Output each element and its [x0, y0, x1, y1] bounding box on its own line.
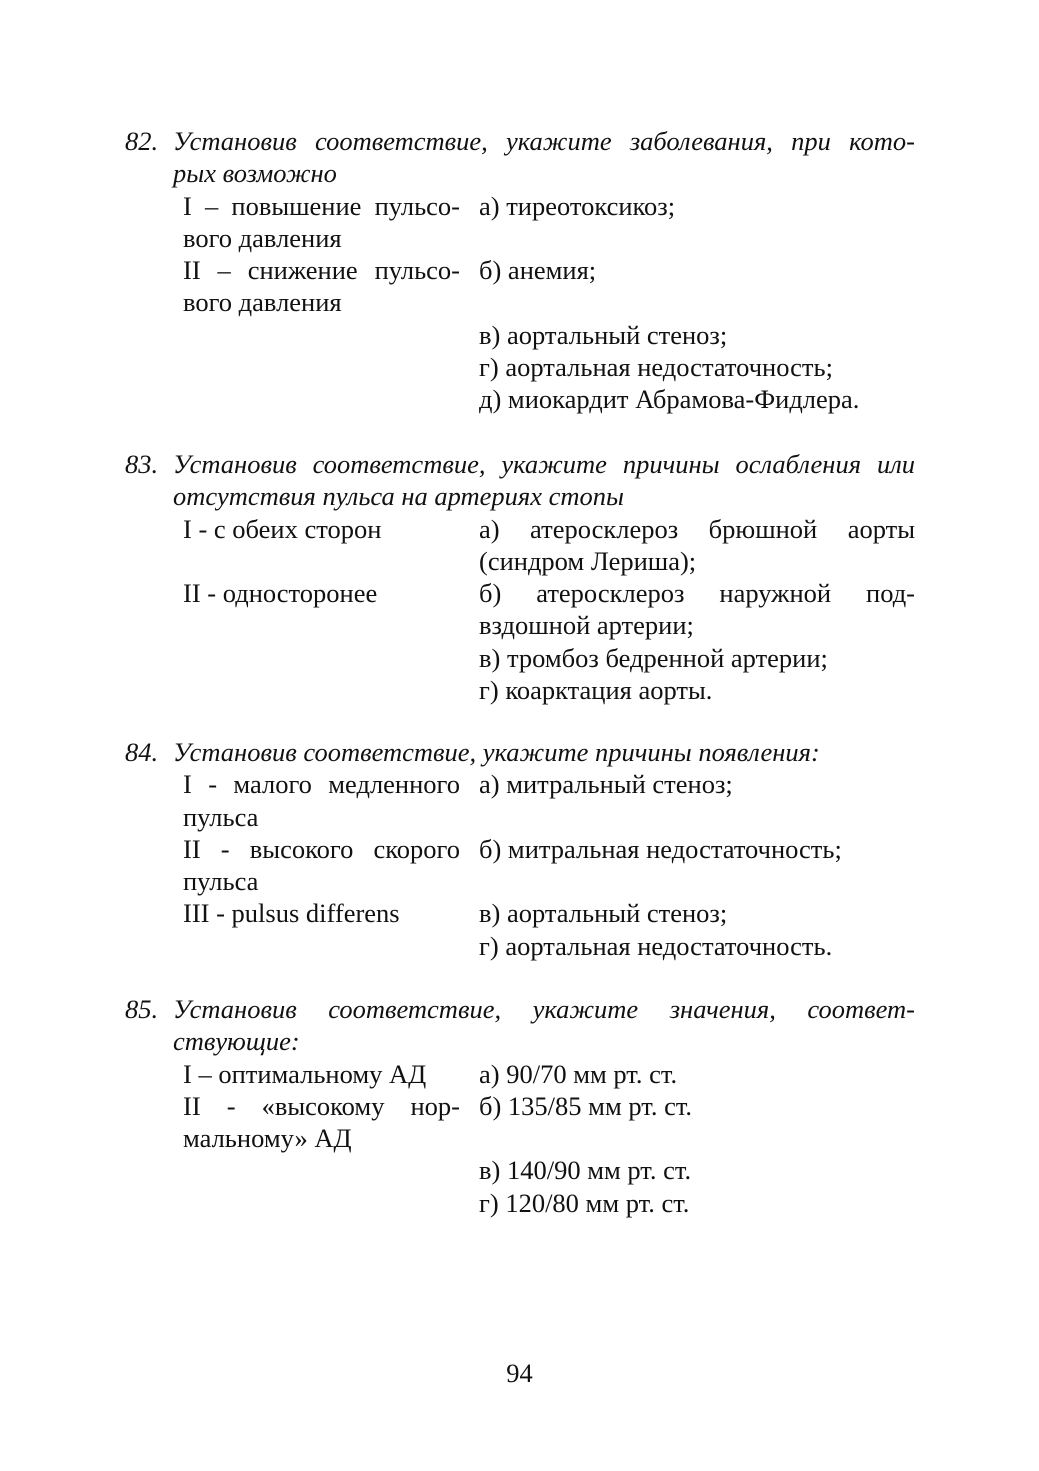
right-option: б) анемия;: [479, 255, 597, 286]
left-item: I – оптимальному АД: [183, 1058, 427, 1089]
question-82: [125, 125, 915, 416]
question-number: 82.: [125, 126, 159, 156]
question-header: [125, 993, 915, 1058]
match-row: [183, 254, 915, 319]
left-item: II - односторонее: [183, 578, 378, 609]
question-title: [173, 736, 915, 768]
left-item: I - с обеих сторон: [183, 513, 382, 544]
right-option: в) 140/90 мм рт. ст.: [479, 1155, 692, 1186]
left-item: I – повышение пульсо- вого давления: [183, 190, 460, 253]
match-row: [183, 383, 915, 415]
match-row: [183, 1090, 915, 1155]
question-title-line: отсутствия пульса на артериях стопы: [173, 481, 624, 512]
match-row: [183, 642, 915, 674]
right-option: г) аортальная недостаточность;: [479, 352, 833, 383]
left-item: II - «высокому нор- мальному» АД: [183, 1090, 460, 1154]
question-number: 85.: [125, 994, 159, 1024]
question-title-line: Установив соответствие, укажите значения, соответ-: [173, 994, 915, 1024]
match-row: [183, 1058, 915, 1090]
match-row: [183, 319, 915, 351]
right-option: б) атеросклероз наружной под- вздошной артерии;: [479, 578, 915, 641]
left-item: II - высокого скорого пульса: [183, 833, 460, 897]
right-option: в) тромбоз бедренной артерии;: [479, 642, 828, 673]
question-title-line: Установив соответствие, укажите заболевания, при кото-: [173, 126, 915, 156]
question-85: [125, 993, 915, 1219]
question-title-line: Установив соответствие, укажите причины появления:: [173, 737, 820, 767]
question-header: [125, 736, 915, 768]
right-option: д) миокардит Абрамова-Фидлера.: [479, 384, 860, 415]
right-option: г) коарктация аорты.: [479, 675, 713, 706]
right-option: в) аортальный стеноз;: [479, 898, 728, 929]
match-row: [183, 833, 915, 898]
right-option: а) атеросклероз брюшной аорты (синдром Лериша);: [479, 513, 915, 576]
match-row: [183, 1154, 915, 1186]
right-option: г) 120/80 мм рт. ст.: [479, 1187, 690, 1218]
question-title: [173, 448, 915, 513]
right-option: б) митральная недостаточность;: [479, 833, 842, 864]
left-item: II – снижение пульсо- вого давления: [183, 255, 460, 318]
match-row: [183, 897, 915, 929]
right-option: а) тиреотоксикоз;: [479, 190, 676, 221]
question-number: 83.: [125, 449, 159, 479]
question-header: [125, 448, 915, 513]
match-row: [183, 513, 915, 578]
question-title-line: ствующие:: [173, 1026, 300, 1057]
left-item: III - pulsus differens: [183, 898, 400, 929]
match-row: [183, 190, 915, 255]
match-row: [183, 577, 915, 642]
match-row: [183, 674, 915, 706]
page-number: 94: [506, 1358, 533, 1388]
match-row: [183, 930, 915, 962]
question-title: [173, 125, 915, 190]
question-title-line: рых возможно: [173, 158, 337, 189]
right-option: б) 135/85 мм рт. ст.: [479, 1090, 693, 1121]
right-option: а) митральный стеноз;: [479, 769, 733, 800]
question-83: [125, 448, 915, 706]
match-row: [183, 1187, 915, 1219]
left-item: I - малого медленного пульса: [183, 769, 460, 832]
right-option: г) аортальная недостаточность.: [479, 930, 833, 961]
question-84: [125, 736, 915, 962]
right-option: в) аортальный стеноз;: [479, 319, 728, 350]
match-row: [183, 768, 915, 833]
match-row: [183, 351, 915, 383]
question-title-line: Установив соответствие, укажите причины ослабления или: [173, 449, 915, 479]
question-title: [173, 993, 915, 1058]
right-option: а) 90/70 мм рт. ст.: [479, 1058, 678, 1089]
question-header: [125, 125, 915, 190]
question-number: 84.: [125, 737, 159, 767]
